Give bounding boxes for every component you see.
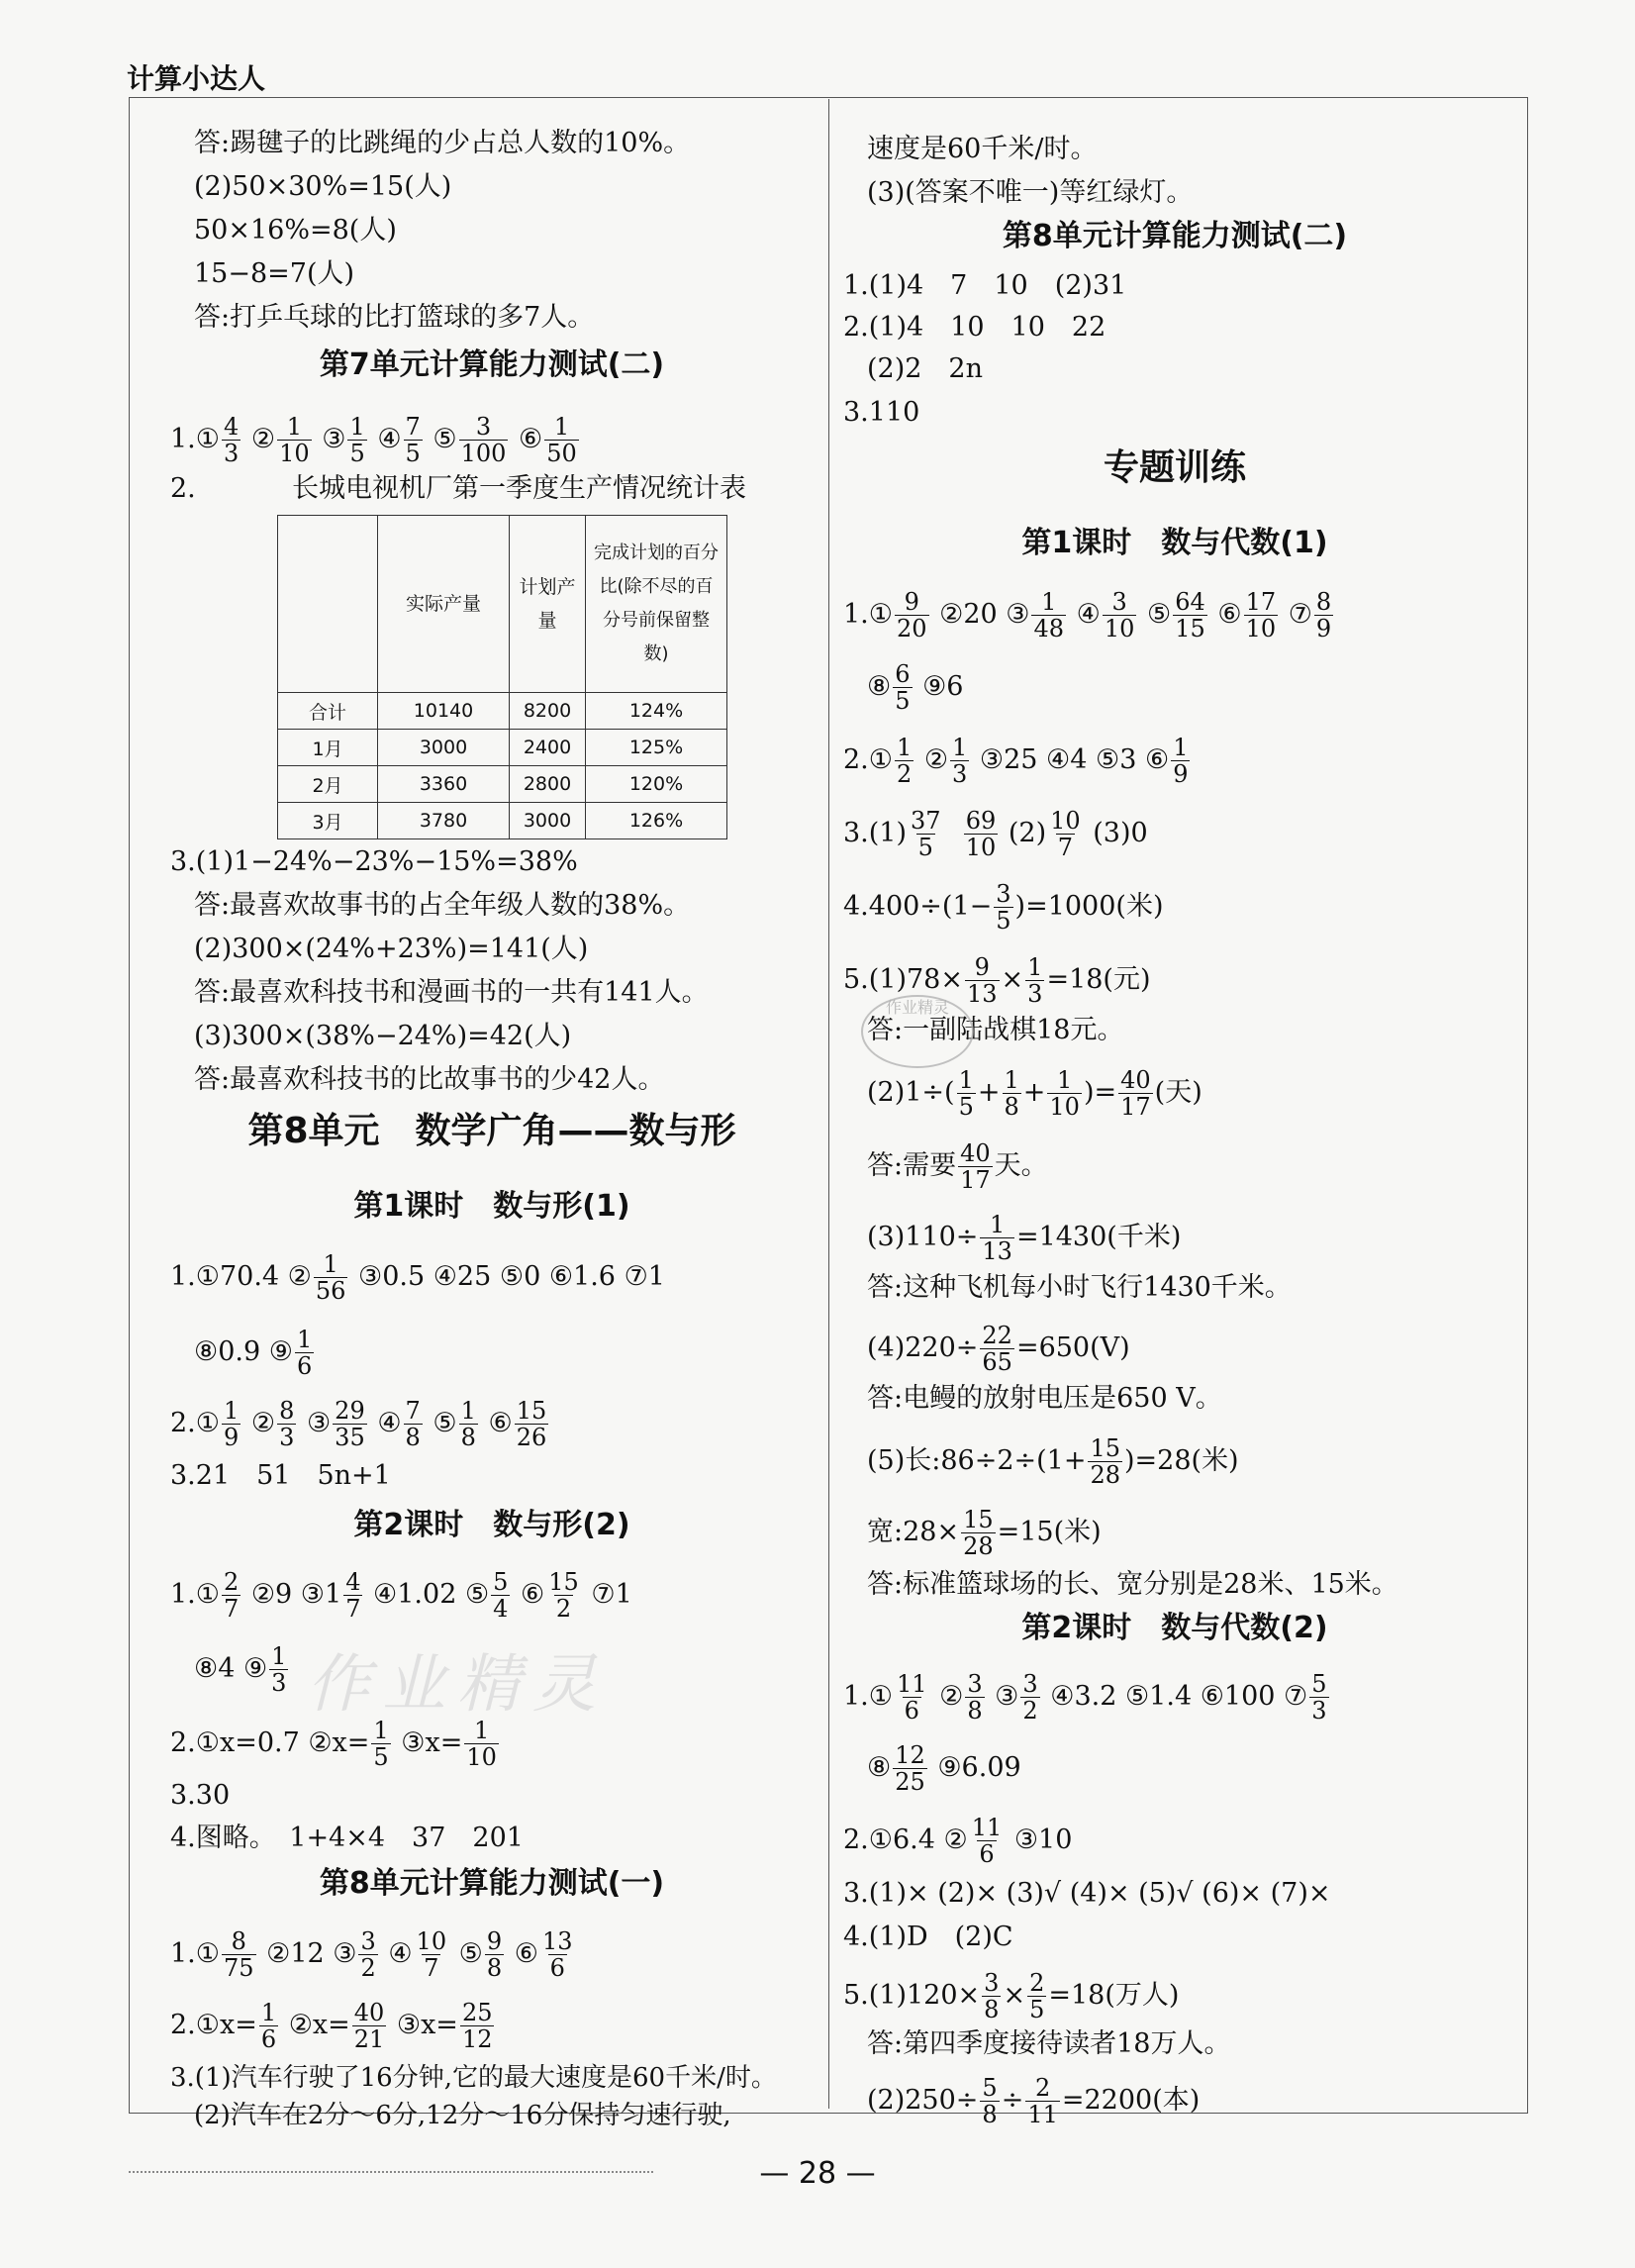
text-seg: 5.(1)78× bbox=[843, 964, 963, 995]
text-line: (3)(答案不唯一)等红绿灯。 bbox=[867, 177, 1194, 208]
text-line bbox=[843, 808, 1148, 860]
text-seg: =18(万人) bbox=[1048, 1980, 1180, 2011]
text-seg: (3)0 bbox=[1084, 818, 1148, 848]
fraction: $\frac{17}{10}$ bbox=[1245, 588, 1277, 642]
fraction: $\frac{11}{6}$ bbox=[971, 1814, 1003, 1868]
fraction: $\frac{12}{25}$ bbox=[895, 1741, 925, 1796]
text-line bbox=[843, 1815, 1072, 1867]
fraction: $\frac{1}{10}$ bbox=[1049, 1066, 1080, 1121]
fraction: $\frac{9}{13}$ bbox=[967, 953, 998, 1008]
section-heading: 第1课时 数与代数(1) bbox=[1021, 526, 1328, 560]
text-line: 答:最喜欢科技书的比故事书的少42人。 bbox=[194, 1064, 665, 1095]
list-marker: ⑥ bbox=[519, 424, 543, 454]
header-title: 计算小达人 bbox=[127, 62, 266, 95]
fraction-list bbox=[868, 588, 1335, 642]
text-seg: ⑧0.9 ⑨ bbox=[194, 1336, 293, 1367]
text-line bbox=[843, 589, 1335, 641]
text-line: 3.21 51 5n+1 bbox=[170, 1460, 391, 1491]
text-line: 3.110 bbox=[843, 397, 920, 428]
text-seg: =18(元) bbox=[1046, 964, 1151, 995]
text-seg: )=1000(米) bbox=[1014, 891, 1164, 922]
list-marker: ⑤ bbox=[433, 424, 457, 454]
fraction: $\frac{64}{15}$ bbox=[1175, 588, 1205, 642]
text-seg: ⑨6.09 bbox=[928, 1752, 1021, 1783]
text-seg: ⑧ bbox=[867, 671, 892, 702]
table-cell: 10140 bbox=[378, 693, 510, 730]
fraction: $\frac{8}{75}$ bbox=[223, 1927, 254, 1982]
list-marker: ⑥ bbox=[1217, 599, 1242, 630]
fraction: $\frac{1}{6}$ bbox=[296, 1326, 313, 1380]
list-marker: ③ bbox=[322, 424, 346, 454]
fraction: $\frac{1}{2}$ bbox=[896, 734, 913, 788]
table-cell: 3780 bbox=[378, 803, 510, 839]
text-line: (2)50×30%=15(人) bbox=[194, 171, 452, 202]
text-seg: 1.① bbox=[170, 1579, 220, 1610]
text-seg: )=28(米) bbox=[1124, 1445, 1239, 1476]
text-seg: 2.①6.4 ② bbox=[843, 1824, 968, 1855]
table-row bbox=[278, 693, 727, 730]
text-seg: ③x= bbox=[392, 1727, 463, 1758]
table-cell: 3月 bbox=[278, 803, 378, 839]
text-seg: ④1.02 ⑤ bbox=[364, 1579, 490, 1610]
text-seg: ③10 bbox=[1006, 1824, 1073, 1855]
fraction: $\frac{1}{10}$ bbox=[466, 1717, 497, 1771]
list-marker: ③ bbox=[306, 1408, 332, 1438]
text-line: 答:最喜欢故事书的占全年级人数的38%。 bbox=[194, 890, 691, 921]
fraction: $\frac{29}{35}$ bbox=[335, 1397, 365, 1451]
list-marker: ⑤ bbox=[1146, 599, 1172, 630]
text-line bbox=[170, 1327, 316, 1379]
text-line bbox=[170, 1398, 550, 1450]
text-line: 3.30 bbox=[170, 1780, 231, 1811]
section-heading: 第2课时 数与代数(2) bbox=[1021, 1611, 1328, 1645]
text-seg: ⑧4 ⑨ bbox=[194, 1653, 268, 1684]
section-heading: 第7单元计算能力测试(二) bbox=[319, 347, 665, 382]
text-seg: 答:需要 bbox=[867, 1150, 957, 1181]
table-cell: 2400 bbox=[510, 730, 586, 766]
fraction: $\frac{9}{8}$ bbox=[486, 1927, 503, 1982]
fraction: $\frac{15}{28}$ bbox=[963, 1506, 994, 1560]
fraction: $\frac{5}{4}$ bbox=[493, 1568, 509, 1623]
fraction: $\frac{1}{8}$ bbox=[1004, 1066, 1019, 1121]
fraction: $\frac{40}{21}$ bbox=[353, 1999, 385, 2053]
fraction: $\frac{25}{12}$ bbox=[461, 1999, 493, 2053]
fraction: $\frac{1}{48}$ bbox=[1033, 588, 1065, 642]
text-seg: ⑥ bbox=[506, 1938, 538, 1969]
list-marker: ② bbox=[250, 424, 276, 454]
text-line: 答:最喜欢科技书和漫画书的一共有141人。 bbox=[194, 977, 709, 1008]
fraction: $\frac{2}{11}$ bbox=[1027, 2074, 1058, 2128]
list-marker: ④ bbox=[1076, 599, 1101, 630]
text-line bbox=[843, 1671, 1331, 1724]
fraction: $\frac{1}{9}$ bbox=[223, 1397, 240, 1451]
text-line bbox=[170, 2000, 496, 2052]
fraction: $\frac{40}{17}$ bbox=[1120, 1066, 1151, 1121]
fraction: $\frac{1}{56}$ bbox=[315, 1250, 346, 1305]
list-marker: ②20 ③ bbox=[939, 599, 1030, 630]
table-row bbox=[278, 730, 727, 766]
fraction: $\frac{9}{20}$ bbox=[896, 588, 927, 642]
table-cell: 1月 bbox=[278, 730, 378, 766]
q2-line bbox=[170, 470, 746, 508]
fraction: $\frac{37}{5}$ bbox=[911, 807, 941, 861]
watermark: 作业精灵 bbox=[307, 1648, 608, 1722]
fraction: $\frac{1}{3}$ bbox=[271, 1642, 287, 1697]
text-line: 答:打乒乓球的比打篮球的多7人。 bbox=[194, 302, 595, 333]
table-cell: 2月 bbox=[278, 766, 378, 803]
text-seg: ② bbox=[915, 744, 949, 775]
stats-table bbox=[277, 515, 727, 839]
fraction: $\frac{1}{9}$ bbox=[1173, 734, 1189, 788]
fraction: $\frac{15}{26}$ bbox=[516, 1397, 547, 1451]
text-line: 4.(1)D (2)C bbox=[843, 1922, 1013, 1952]
q-number: 1. bbox=[170, 1938, 196, 1969]
list-marker: ④ bbox=[377, 1408, 402, 1438]
text-line bbox=[843, 1140, 1048, 1193]
text-seg: 2.①x= bbox=[170, 2010, 257, 2040]
table-cell: 3360 bbox=[378, 766, 510, 803]
page-number: — 28 — bbox=[759, 2156, 876, 2191]
special-heading: 专题训练 bbox=[1103, 447, 1246, 488]
q-number: 2. bbox=[170, 473, 196, 504]
fraction: $\frac{15}{2}$ bbox=[548, 1568, 579, 1623]
table-header-cell: 完成计划的百分比(除不尽的百分号前保留整数) bbox=[586, 516, 727, 693]
table-header-cell bbox=[278, 516, 378, 693]
text-seg: 5.(1)120× bbox=[843, 1980, 981, 2011]
stamp-seal: 作业精灵 bbox=[861, 995, 974, 1068]
text-line: 2.(1)4 10 10 22 bbox=[843, 312, 1106, 343]
text-seg: =2200(本) bbox=[1061, 2085, 1201, 2116]
fraction: $\frac{2}{7}$ bbox=[223, 1568, 240, 1623]
text-seg: 1.①70.4 ② bbox=[170, 1261, 312, 1292]
text-seg: ③0.5 ④25 ⑤0 ⑥1.6 ⑦1 bbox=[349, 1261, 665, 1292]
text-seg: ⑦1 bbox=[582, 1579, 632, 1610]
text-seg: ③25 ④4 ⑤3 ⑥ bbox=[971, 744, 1170, 775]
text-seg: × bbox=[1003, 1980, 1026, 2011]
text-seg: =15(米) bbox=[997, 1517, 1102, 1547]
text-seg: ②x= bbox=[280, 2010, 350, 2040]
text-line: 答:电鳗的放射电压是650 V。 bbox=[867, 1383, 1222, 1414]
text-line: 答:这种飞机每小时飞行1430千米。 bbox=[867, 1272, 1292, 1303]
fraction: $\frac{3}{100}$ bbox=[460, 413, 507, 467]
text-line bbox=[843, 1742, 1021, 1795]
fraction: $\frac{1}{10}$ bbox=[279, 413, 310, 467]
text-seg: (2)1÷( bbox=[867, 1077, 955, 1108]
text-line: (2)300×(24%+23%)=141(人) bbox=[194, 934, 589, 964]
text-line bbox=[843, 1507, 1102, 1559]
text-seg: 4.400÷(1− bbox=[843, 891, 993, 922]
text-line: 15−8=7(人) bbox=[194, 258, 355, 289]
table-cell: 合计 bbox=[278, 693, 378, 730]
text-seg: ②9 ③1 bbox=[242, 1579, 342, 1610]
text-seg: =1430(千米) bbox=[1015, 1222, 1182, 1252]
text-seg: 2.① bbox=[843, 744, 893, 775]
fraction: $\frac{3}{8}$ bbox=[984, 1969, 1000, 2023]
text-line bbox=[843, 881, 1163, 934]
text-line bbox=[843, 2075, 1200, 2127]
fraction: $\frac{8}{9}$ bbox=[1315, 588, 1332, 642]
text-line bbox=[170, 1569, 632, 1622]
fraction: $\frac{1}{3}$ bbox=[952, 734, 968, 788]
fraction: $\frac{3}{8}$ bbox=[967, 1670, 983, 1725]
stats-table-wrap bbox=[277, 515, 727, 839]
text-seg: ② bbox=[930, 1681, 964, 1712]
text-seg: 2.①x=0.7 ②x= bbox=[170, 1727, 370, 1758]
fraction: $\frac{7}{8}$ bbox=[405, 1397, 421, 1451]
table-cell: 124% bbox=[586, 693, 727, 730]
text-line: 1.(1)4 7 10 (2)31 bbox=[843, 270, 1127, 301]
list-marker: ① bbox=[868, 599, 893, 630]
q1-line bbox=[170, 414, 581, 466]
fraction: $\frac{4}{7}$ bbox=[345, 1568, 361, 1623]
text-line: 速度是60千米/时。 bbox=[867, 134, 1098, 164]
table-cell: 8200 bbox=[510, 693, 586, 730]
text-seg: (天) bbox=[1154, 1077, 1202, 1108]
text-seg: 天。 bbox=[994, 1150, 1048, 1181]
fraction: $\frac{1}{13}$ bbox=[982, 1211, 1012, 1265]
table-cell: 126% bbox=[586, 803, 727, 839]
q-number: 1. bbox=[170, 424, 196, 454]
fraction: $\frac{10}{7}$ bbox=[1050, 807, 1081, 861]
text-seg: ②12 ③ bbox=[257, 1938, 357, 1969]
fraction: $\frac{1}{6}$ bbox=[260, 1999, 277, 2053]
fraction: $\frac{3}{5}$ bbox=[996, 880, 1011, 935]
text-line: 答:踢毽子的比跳绳的少占总人数的10%。 bbox=[194, 128, 691, 158]
text-line bbox=[843, 1435, 1239, 1488]
text-line: 3.(1)汽车行驶了16分钟,它的最大速度是60千米/时。 bbox=[170, 2063, 777, 2093]
list-marker: ⑤ bbox=[433, 1408, 457, 1438]
text-seg: + bbox=[1022, 1077, 1046, 1108]
text-line bbox=[843, 1970, 1179, 2022]
text-line bbox=[170, 1718, 501, 1770]
column-divider bbox=[828, 99, 829, 2109]
text-seg: ⑧ bbox=[867, 1752, 892, 1783]
text-seg: ④ bbox=[379, 1938, 413, 1969]
section-heading: 第2课时 数与形(2) bbox=[353, 1508, 630, 1542]
table-row bbox=[278, 803, 727, 839]
fraction: $\frac{1}{5}$ bbox=[349, 413, 365, 467]
table-title: 长城电视机厂第一季度生产情况统计表 bbox=[291, 473, 746, 504]
text-seg: =650(V) bbox=[1015, 1332, 1130, 1363]
text-seg: 3.(1) bbox=[843, 818, 908, 848]
fraction: $\frac{2}{5}$ bbox=[1029, 1969, 1045, 2023]
fraction: $\frac{7}{5}$ bbox=[405, 413, 421, 467]
text-line bbox=[170, 1251, 665, 1304]
fraction: $\frac{4}{3}$ bbox=[223, 413, 240, 467]
text-seg: ③x= bbox=[388, 2010, 458, 2040]
text-line: 4.图略。 1+4×4 37 201 bbox=[170, 1823, 524, 1853]
section-heading: 第1课时 数与形(1) bbox=[353, 1189, 630, 1224]
text-line: 3.(1)× (2)× (3)√ (4)× (5)√ (6)× (7)× bbox=[843, 1878, 1331, 1909]
text-seg: (2)250÷ bbox=[867, 2085, 979, 2116]
fraction: $\frac{1}{5}$ bbox=[373, 1717, 389, 1771]
fraction: $\frac{15}{28}$ bbox=[1090, 1434, 1121, 1489]
text-seg: ③ bbox=[986, 1681, 1019, 1712]
fraction: $\frac{6}{5}$ bbox=[895, 660, 911, 715]
q-number: 1. bbox=[843, 599, 869, 630]
text-line bbox=[843, 735, 1192, 787]
table-cell: 120% bbox=[586, 766, 727, 803]
unit-heading: 第8单元 数学广角——数与形 bbox=[247, 1111, 736, 1151]
text-seg: 1.① bbox=[843, 1681, 893, 1712]
list-marker: ① bbox=[195, 1408, 220, 1438]
list-marker: ⑦ bbox=[1288, 599, 1312, 630]
text-line bbox=[843, 1323, 1130, 1375]
fraction: $\frac{11}{6}$ bbox=[896, 1670, 927, 1725]
text-line: 答:一副陆战棋18元。 bbox=[867, 1015, 1124, 1045]
list-marker: ⑥ bbox=[488, 1408, 513, 1438]
text-seg: ④3.2 ⑤1.4 ⑥100 ⑦ bbox=[1041, 1681, 1308, 1712]
table-cell: 3000 bbox=[378, 730, 510, 766]
section-heading: 第8单元计算能力测试(二) bbox=[1002, 219, 1348, 253]
fraction: $\frac{5}{8}$ bbox=[982, 2074, 998, 2128]
fraction: $\frac{22}{65}$ bbox=[982, 1322, 1012, 1376]
text-seg: (2) bbox=[1000, 818, 1047, 848]
fraction: $\frac{40}{17}$ bbox=[960, 1139, 991, 1194]
table-header-cell: 实际产量 bbox=[378, 516, 510, 693]
text-seg: ⑥ bbox=[512, 1579, 545, 1610]
fraction: $\frac{1}{5}$ bbox=[958, 1066, 974, 1121]
fraction: $\frac{3}{10}$ bbox=[1104, 588, 1135, 642]
fraction: $\frac{1}{3}$ bbox=[1027, 953, 1043, 1008]
text-line: 答:第四季度接待读者18万人。 bbox=[867, 2028, 1231, 2059]
fraction-list bbox=[195, 1397, 551, 1451]
fraction-list bbox=[195, 413, 581, 467]
fraction: $\frac{69}{10}$ bbox=[965, 807, 997, 861]
text-seg: )= bbox=[1083, 1077, 1117, 1108]
text-line: 50×16%=8(人) bbox=[194, 215, 397, 246]
section-heading: 第8单元计算能力测试(一) bbox=[319, 1866, 665, 1901]
text-seg: × bbox=[1001, 964, 1024, 995]
fraction: $\frac{8}{3}$ bbox=[279, 1397, 295, 1451]
text-line bbox=[170, 1928, 577, 1981]
text-seg: + bbox=[977, 1077, 1001, 1108]
text-line: 3.(1)1−24%−23%−15%=38% bbox=[170, 846, 578, 877]
fraction: $\frac{3}{2}$ bbox=[1022, 1670, 1038, 1725]
fraction: $\frac{10}{7}$ bbox=[416, 1927, 447, 1982]
q-number: 2. bbox=[170, 1408, 196, 1438]
text-line bbox=[843, 1067, 1202, 1120]
text-seg: (5)长:86÷2÷(1+ bbox=[867, 1445, 1087, 1476]
table-cell: 2800 bbox=[510, 766, 586, 803]
text-seg: ⑨6 bbox=[914, 671, 964, 702]
fraction: $\frac{3}{2}$ bbox=[360, 1927, 376, 1982]
list-marker: ④ bbox=[377, 424, 402, 454]
text-seg: 宽:28× bbox=[867, 1517, 960, 1547]
text-line bbox=[843, 661, 963, 714]
fraction: $\frac{1}{50}$ bbox=[546, 413, 577, 467]
text-seg: (4)220÷ bbox=[867, 1332, 979, 1363]
text-seg: (3)110÷ bbox=[867, 1222, 979, 1252]
text-line bbox=[843, 1212, 1181, 1264]
text-line: 答:标准篮球场的长、宽分别是28米、15米。 bbox=[867, 1569, 1398, 1600]
text-line: (2)汽车在2分～6分,12分～16分保持匀速行驶, bbox=[194, 2101, 731, 2130]
fraction: $\frac{5}{3}$ bbox=[1311, 1670, 1327, 1725]
fraction: $\frac{13}{6}$ bbox=[541, 1927, 573, 1982]
table-cell: 125% bbox=[586, 730, 727, 766]
table-cell: 3000 bbox=[510, 803, 586, 839]
text-line bbox=[170, 1643, 290, 1696]
list-marker: ② bbox=[250, 1408, 276, 1438]
list-marker: ① bbox=[195, 424, 220, 454]
text-seg: ① bbox=[195, 1938, 220, 1969]
table-header-cell: 计划产量 bbox=[510, 516, 586, 693]
text-seg: ÷ bbox=[1001, 2085, 1024, 2116]
text-line: (3)300×(38%−24%)=42(人) bbox=[194, 1021, 572, 1051]
table-row bbox=[278, 766, 727, 803]
text-seg: ⑤ bbox=[450, 1938, 483, 1969]
fraction: $\frac{1}{8}$ bbox=[460, 1397, 476, 1451]
text-line: (2)2 2n bbox=[867, 353, 983, 384]
